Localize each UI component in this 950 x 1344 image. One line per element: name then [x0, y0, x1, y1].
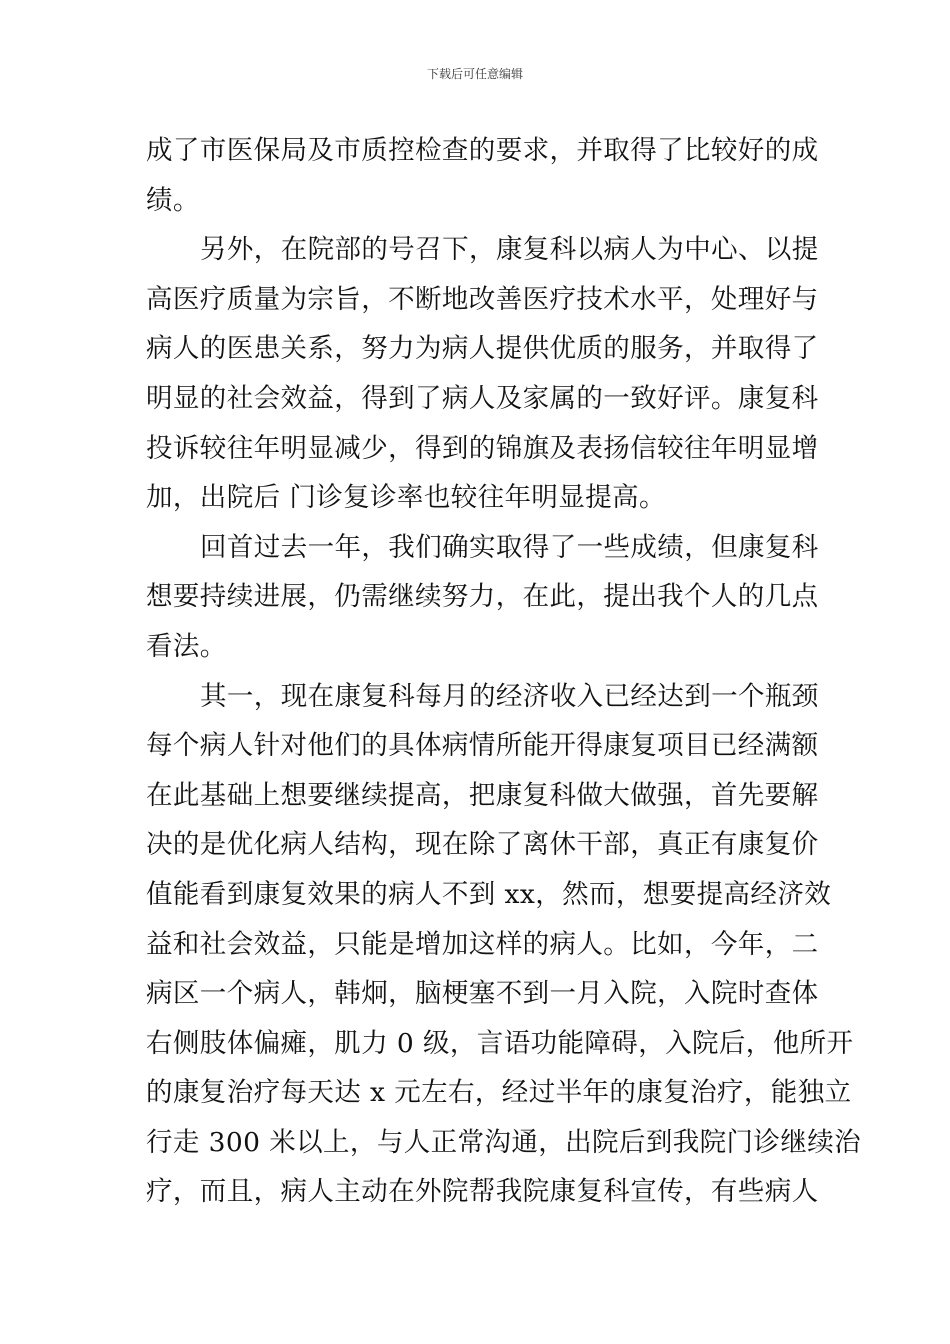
text-line: 决的是优化病人结构，现在除了离休干部，真正有康复价 — [146, 829, 819, 861]
text-line: 病人的医患关系，努力为病人提供优质的服务，并取得了 — [146, 333, 819, 365]
text-line: 右侧肢体偏瘫，肌力 0 级，言语功能障碍，入院后，他所开 — [146, 1027, 854, 1059]
text-line: 在此基础上想要继续提高，把康复科做大做强，首先要解 — [146, 779, 819, 811]
document-body — [146, 126, 862, 1217]
text-line: 高医疗质量为宗旨，不断地改善医疗技术水平，处理好与 — [146, 283, 819, 315]
text-line: 病区一个病人，韩炯，脑梗塞不到一月入院，入院时查体 — [146, 978, 819, 1010]
text-line: 绩。 — [146, 184, 200, 216]
text-line: 成了市医保局及市质控检查的要求，并取得了比较好的成 — [146, 135, 819, 166]
paragraph-first-line: 另外，在院部的号召下，康复科以病人为中心、以提 — [200, 234, 819, 266]
text-line: 的康复治疗每天达 x 元左右，经过半年的康复治疗，能独立 — [146, 1077, 852, 1109]
paragraph-first-line: 其一，现在康复科每月的经济收入已经达到一个瓶颈 — [200, 680, 819, 712]
text-line: 想要持续进展，仍需继续努力，在此，提出我个人的几点 — [146, 581, 819, 613]
text-line: 每个病人针对他们的具体病情所能开得康复项目已经满额 — [146, 730, 819, 762]
page-header: 下载后可任意编辑 — [426, 67, 523, 81]
text-line: 明显的社会效益，得到了病人及家属的一致好评。康复科 — [146, 382, 819, 414]
text-line: 加，出院后 门诊复诊率也较往年明显提高。 — [146, 482, 666, 514]
paragraph-first-line: 回首过去一年，我们确实取得了一些成绩，但康复科 — [200, 531, 819, 563]
text-line: 看法。 — [146, 630, 227, 662]
text-line: 投诉较往年明显减少，得到的锦旗及表扬信较往年明显增 — [146, 432, 819, 464]
text-line: 益和社会效益，只能是增加这样的病人。比如，今年，二 — [146, 928, 819, 960]
text-line: 行走 300 米以上，与人正常沟通，出院后到我院门诊继续治 — [146, 1126, 862, 1158]
text-line: 值能看到康复效果的病人不到 xx，然而，想要提高经济效 — [146, 878, 832, 910]
text-line: 疗，而且，病人主动在外院帮我院康复科宣传，有些病人 — [146, 1176, 819, 1208]
